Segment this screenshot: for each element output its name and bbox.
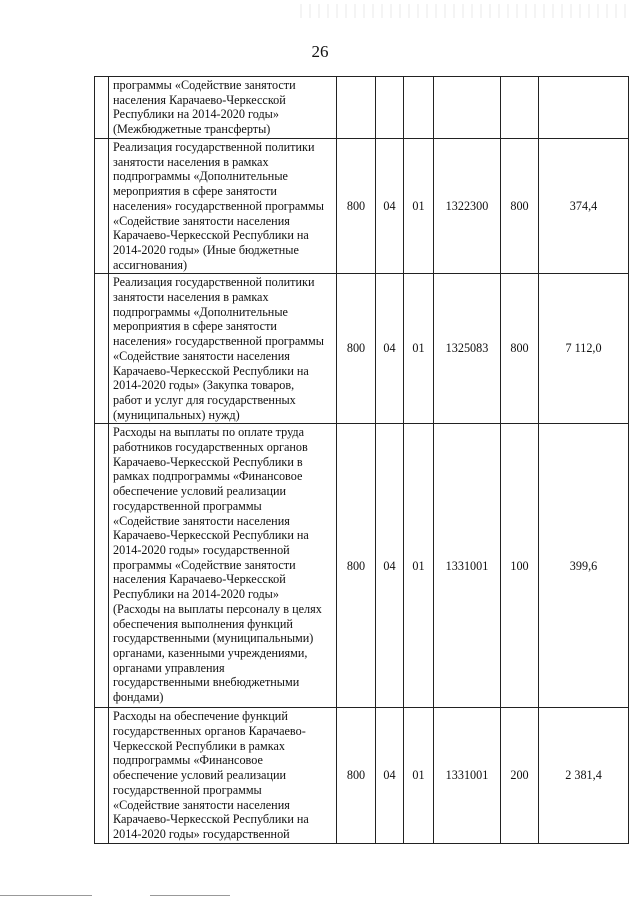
budget-table (94, 76, 629, 844)
row-description: Реализация государственной политики занятости населения в рамках подпрограммы «Дополнительные мероприятия в сфере занятости населения» государственной программы «Содействие занятости населения Карачаево-Черкесской Республики на 2014-2020 годы» (Иные бюджетные ассигнования) (109, 139, 337, 274)
cell-rz: 04 (376, 274, 404, 424)
cell-gr: 800 (337, 424, 376, 708)
cell-sum: 399,6 (539, 424, 629, 708)
cell-vr: 800 (501, 139, 539, 274)
page-number: 26 (311, 42, 329, 61)
cell-rz (376, 77, 404, 139)
cell-rz: 04 (376, 139, 404, 274)
cell-pr: 01 (404, 424, 434, 708)
row-description: Расходы на выплаты по оплате труда работников государственных органов Карачаево-Черкесской Республики в рамках подпрограммы «Финансовое обеспечение условий реализации государственной программы «Содействие занятости населения Карачаево-Черкесской Республики на 2014-2020 годы» государственной программы «Содействие занятости населения Карачаево-Черкесской Республики на 2014-2020 годы» (Расходы на выплаты персоналу в целях обеспечения выполнения функций государственными (муниципальными) органами, казенными учреждениями, органами управления государственными внебюджетными фондами) (109, 424, 337, 708)
cell-pr (404, 77, 434, 139)
cell-sum: 374,4 (539, 139, 629, 274)
cell-vr: 100 (501, 424, 539, 708)
cell-sum: 2 381,4 (539, 708, 629, 843)
row-description: Реализация государственной политики занятости населения в рамках подпрограммы «Дополнительные мероприятия в сфере занятости населения» государственной программы «Содействие занятости населения Карачаево-Черкесской Республики на 2014-2020 годы» (Закупка товаров, работ и услуг для государственных (муниципальных) нужд) (109, 274, 337, 424)
scan-artifact (300, 4, 630, 18)
table-row (95, 708, 629, 843)
cell-gr: 800 (337, 274, 376, 424)
cell-gr (337, 77, 376, 139)
cell-csr: 1331001 (434, 708, 501, 843)
cell-csr: 1331001 (434, 424, 501, 708)
cell-csr: 1322300 (434, 139, 501, 274)
footer-rule (150, 895, 230, 896)
cell-vr (501, 77, 539, 139)
blank-cell (95, 139, 109, 274)
cell-gr: 800 (337, 139, 376, 274)
cell-sum: 7 112,0 (539, 274, 629, 424)
cell-pr: 01 (404, 139, 434, 274)
blank-cell (95, 77, 109, 139)
cell-csr (434, 77, 501, 139)
cell-pr: 01 (404, 708, 434, 843)
blank-cell (95, 708, 109, 843)
cell-rz: 04 (376, 708, 404, 843)
blank-cell (95, 424, 109, 708)
cell-rz: 04 (376, 424, 404, 708)
table-row (95, 424, 629, 708)
cell-vr: 200 (501, 708, 539, 843)
cell-pr: 01 (404, 274, 434, 424)
cell-sum (539, 77, 629, 139)
blank-cell (95, 274, 109, 424)
table-row (95, 139, 629, 274)
cell-gr: 800 (337, 708, 376, 843)
table-row (95, 77, 629, 139)
cell-vr: 800 (501, 274, 539, 424)
footer-rule (0, 895, 92, 896)
cell-csr: 1325083 (434, 274, 501, 424)
row-description: Расходы на обеспечение функций государственных органов Карачаево- Черкесской Республики в рамках подпрограммы «Финансовое обеспечение условий реализации государственной программы «Содействие занятости населения Карачаево-Черкесской Республики на 2014-2020 годы» государственной (109, 708, 337, 843)
row-description: программы «Содействие занятости населения Карачаево-Черкесской Республики на 2014-2020 годы» (Межбюджетные трансферты) (109, 77, 337, 139)
table-row (95, 274, 629, 424)
